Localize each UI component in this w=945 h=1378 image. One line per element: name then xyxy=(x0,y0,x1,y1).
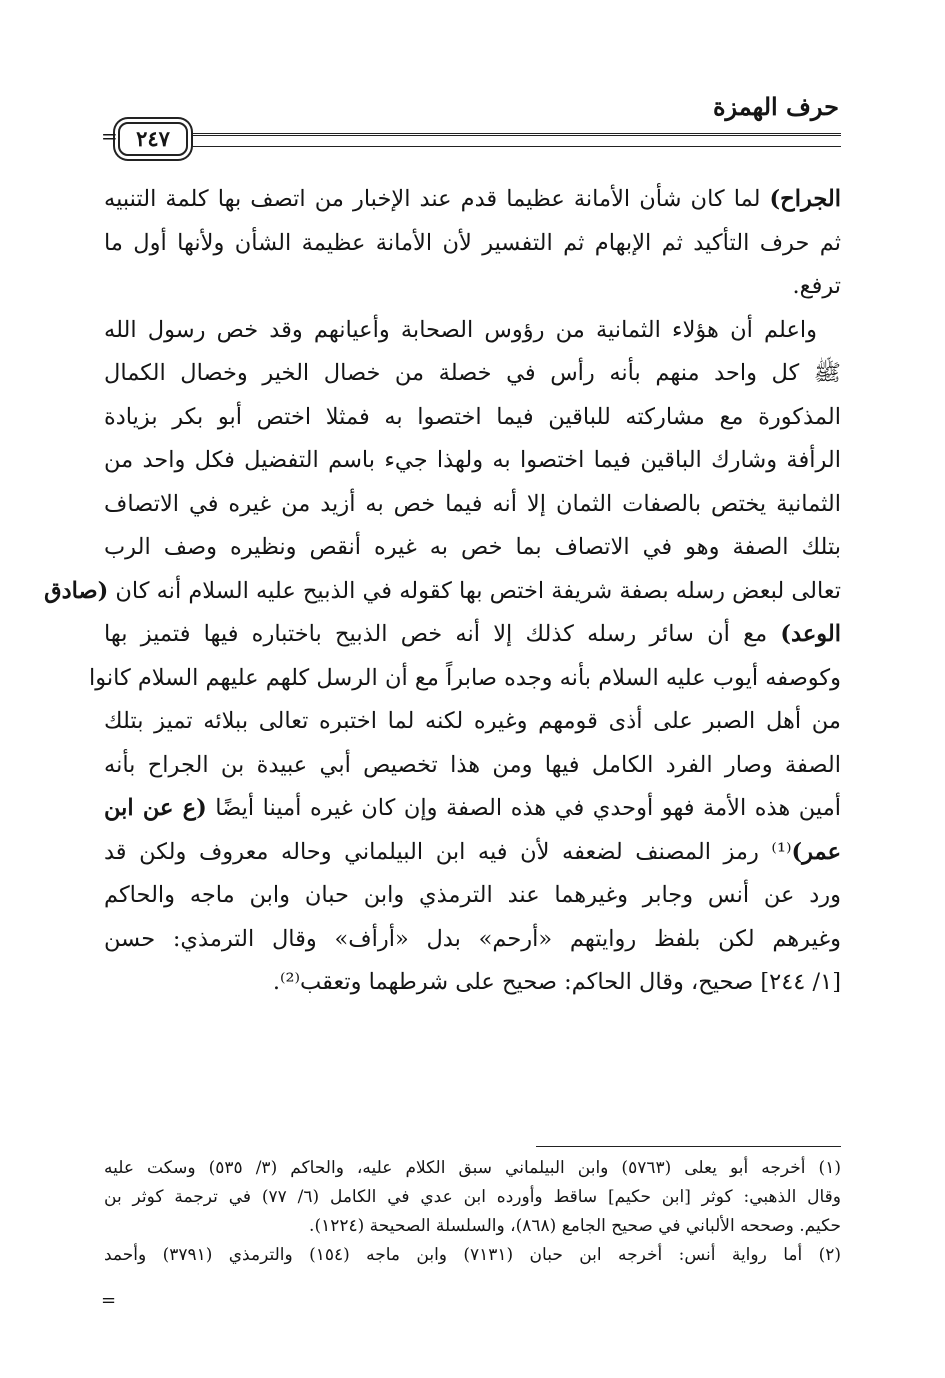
text-line xyxy=(104,439,841,483)
line-text: وغيرهم لكن بلفظ روايتهم «أرحم» بدل «أرأف» وقال الترمذي: حسن xyxy=(104,925,841,952)
text-line xyxy=(104,178,841,222)
bold-text: (ع عن ابن xyxy=(104,795,207,821)
text-line xyxy=(104,961,841,1005)
line-text: من أهل الصبر على أذى قومهم وغيره لكنه لما اختبره تعالى ببلائه تميز بتلك xyxy=(104,708,841,734)
bold-text: الجراح) xyxy=(769,186,841,212)
line-text: الرأفة وشارك الباقين فيما اختصوا به ولهذا جيء باسم التفضيل فكل واحد من xyxy=(104,447,841,473)
text-line xyxy=(104,526,841,570)
line-text: تعالى لبعض رسله بصفة شريفة اختص بها كقوله في الذبيح عليه السلام أنه كان xyxy=(108,577,841,604)
text-line xyxy=(104,918,841,962)
chapter-title: حرف الهمزة xyxy=(712,92,839,121)
line-text: وكوصفه أيوب عليه السلام بأنه وجده صابراً مع أن الرسل كلهم عليهم السلام كانوا xyxy=(89,664,841,691)
text-line xyxy=(104,483,841,527)
line-text: المذكورة مع مشاركته للباقين فيما اختصوا به فمثلا اختص أبو بكر بزيادة xyxy=(104,403,841,430)
text-line xyxy=(104,265,841,309)
text-line xyxy=(104,874,841,918)
page-number: ٢٤٧ xyxy=(118,122,188,156)
text-line xyxy=(104,700,841,744)
bold-text: (صادق xyxy=(44,577,109,604)
footnote-rule xyxy=(536,1146,841,1147)
bold-text: عمر) xyxy=(791,838,841,865)
footnote-line: (٢) أما رواية أنس: أخرجه ابن حبان (٧١٣١) وابن ماجه (١٥٤) والترمذي (٣٧٩١) وأحمد xyxy=(104,1245,841,1265)
line-text: ثم حرف التأكيد ثم الإبهام ثم التفسير لأن الأمانة عظيمة الشأن ولأنها أول ما xyxy=(104,229,841,256)
line-text: الثمانية يختص بالصفات الثمان إلا أنه فيما خص به أزيد من غيره في الاتصاف xyxy=(104,490,841,517)
text-line xyxy=(104,744,841,788)
line-text: مع أن سائر رسله كذلك إلا أنه خص الذبيح باختباره فيها فتميز بها xyxy=(104,621,781,647)
text-line xyxy=(89,657,841,701)
text-line xyxy=(104,831,841,875)
line-text: ترفع. xyxy=(792,273,841,299)
line-text: الصفة وصار الفرد الكامل فيها ومن هذا تخصيص أبي عبيدة بن الجراح بأنه xyxy=(104,751,841,778)
line-text: ⁽¹⁾ رمز المصنف لضعفه لأن فيه ابن البيلماني وحاله معروف ولكن قد xyxy=(104,838,792,865)
bold-text: الوعد) xyxy=(780,621,841,647)
text-line xyxy=(104,222,841,266)
line-text: أمين هذه الأمة فهو أوحدي في هذه الصفة وإن كان غيره أمينا أيضًا xyxy=(206,795,841,821)
footnote-line: حكيم. وصححه الألباني في صحيح الجامع (٨٦٨)، والسلسلة الصحيحة (١٢٢٤). xyxy=(309,1216,841,1236)
footnote-line: (١) أخرجه أبو يعلى (٥٧٦٣) وابن البيلماني سبق الكلام عليه، والحاكم (٣/ ٥٣٥) وسكت عليه xyxy=(104,1158,841,1178)
footnote-line: وقال الذهبي: كوثر [ابن حكيم] ساقط وأورده ابن عدي في الكامل (٦/ ٧٧) في ترجمة كوثر بن xyxy=(104,1187,842,1207)
line-text: لما كان شأن الأمانة عظيما قدم عند الإخبار من اتصف بها كلمة التنبيه xyxy=(104,186,770,212)
text-line xyxy=(44,570,841,614)
text-line xyxy=(104,613,841,657)
page-number-mark: = xyxy=(101,124,118,148)
footnotes xyxy=(104,1154,841,1270)
footnote-continue-mark: = xyxy=(101,1290,117,1311)
text-line xyxy=(104,352,841,396)
line-text: [١/ ٢٤٤] صحيح، وقال الحاكم: صحيح على شرطهما وتعقب⁽²⁾. xyxy=(272,969,841,995)
text-line xyxy=(104,309,841,353)
text-line xyxy=(104,787,841,831)
header-rule xyxy=(188,133,841,147)
line-text: ﷺ كل واحد منهم بأنه رأس في خصلة من خصال الخير وخصال الكمال xyxy=(104,360,841,386)
line-text: واعلم أن هؤلاء الثمانية من رؤوس الصحابة وأعيانهم وقد خص رسول الله xyxy=(104,316,817,343)
body-text xyxy=(44,178,841,1005)
line-text: بتلك الصفة وهو في الاتصاف بما خص به غيره أنقص ونظيره وصف الرب xyxy=(104,534,841,560)
text-line xyxy=(104,396,841,440)
line-text: ورد عن أنس وجابر وغيرهما عند الترمذي وابن حبان وابن ماجه والحاكم xyxy=(104,882,841,908)
